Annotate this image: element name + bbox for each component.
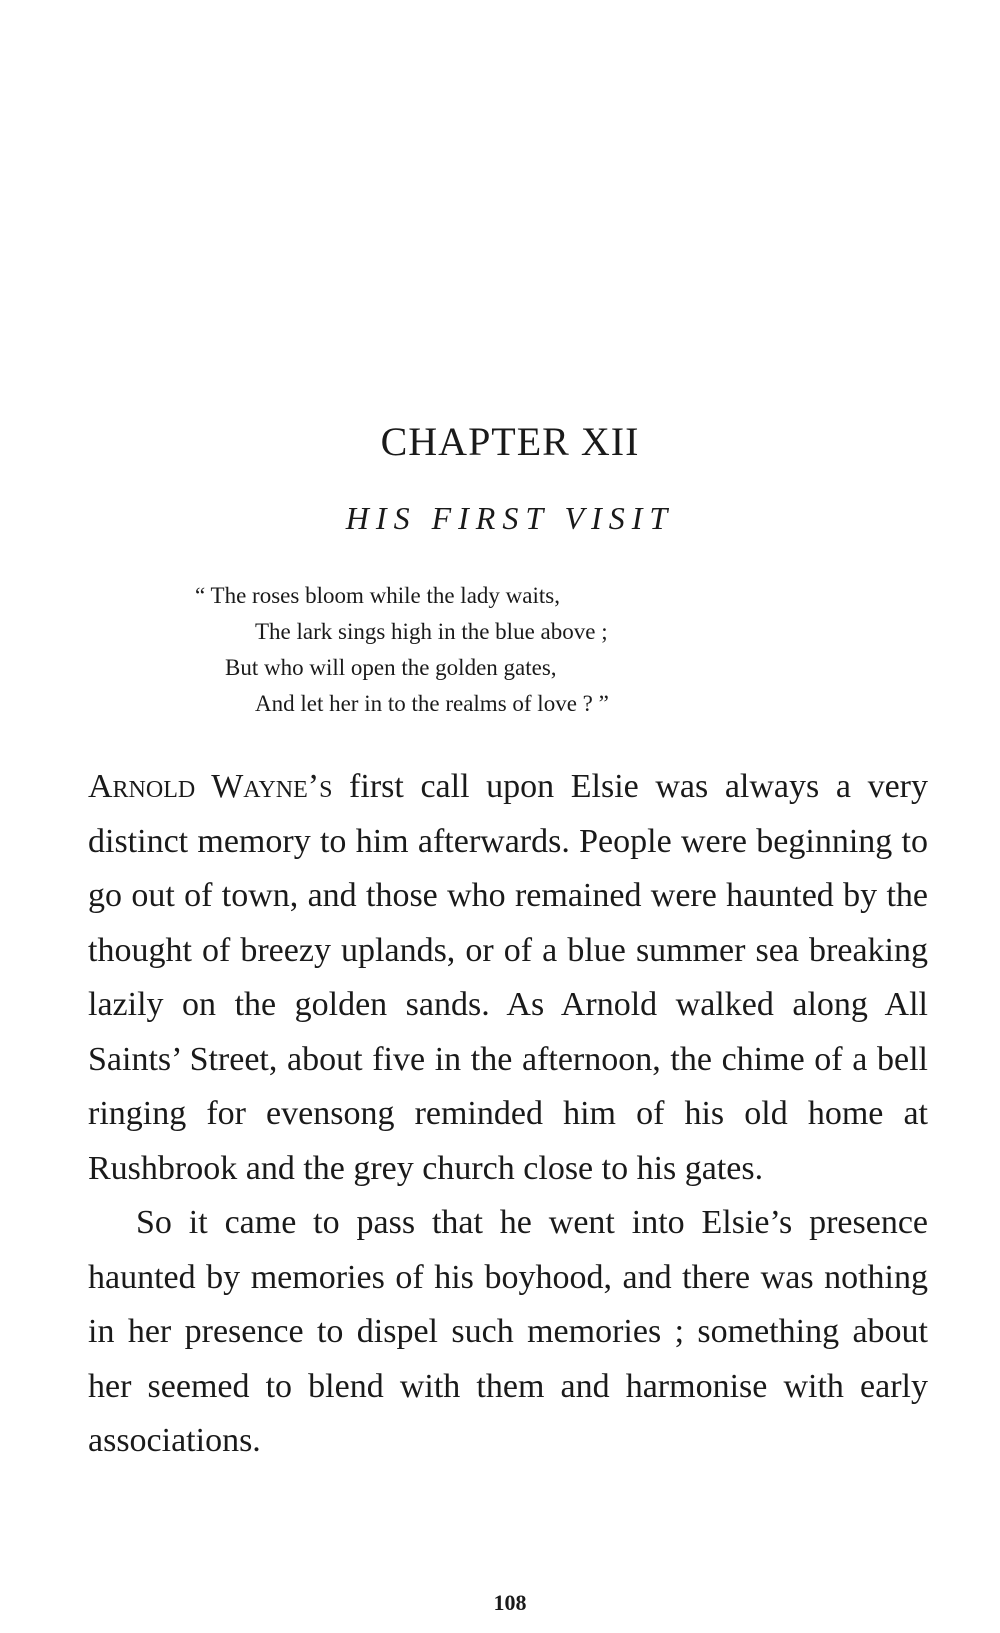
- paragraph-text: first call upon Elsie was always a very distinct memory to him afterwards. People were beginning to go out of town, and those who remained were haunted by the thought of breezy uplands, or of a blue summer sea breaking lazily on the golden sands. As Arnold walked along All Saints’ Street, about five in the afternoon, the chime of a bell ringing for evensong reminded him of his old home at Rushbrook and the grey church close to his gates.: [88, 768, 928, 1187]
- epigraph-line: But who will open the golden gates,: [225, 655, 557, 680]
- epigraph-line: And let her in to the realms of love ? ”: [255, 691, 609, 716]
- chapter-heading: CHAPTER XII: [380, 419, 640, 464]
- paragraph-lead-name: Arnold Wayne’s: [88, 768, 333, 805]
- paragraph: [88, 760, 928, 1196]
- paragraph-text: So it came to pass that he went into Elsie’s presence haunted by memories of his boyhood, and there was nothing in her presence to dispel such memories ; something about her seemed to blend with them and harmonise with early associations.: [88, 1204, 928, 1459]
- epigraph-line: “ The roses bloom while the lady waits,: [195, 583, 560, 608]
- body-text: [88, 760, 928, 1469]
- chapter-title: HIS FIRST VISIT: [345, 500, 675, 536]
- page-number: 108: [493, 1590, 527, 1615]
- paragraph: [88, 1196, 928, 1469]
- epigraph-line: The lark sings high in the blue above ;: [255, 619, 608, 644]
- epigraph: [195, 578, 835, 722]
